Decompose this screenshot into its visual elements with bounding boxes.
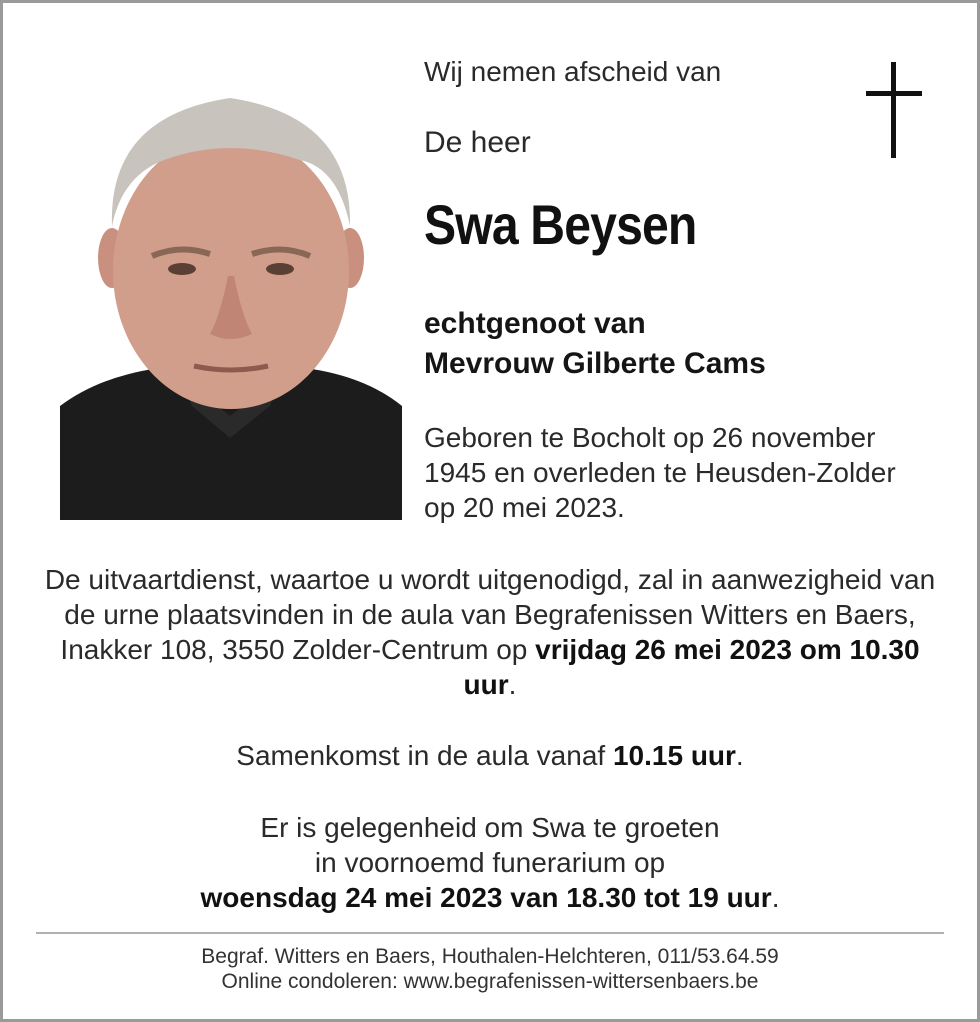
spouse-label: echtgenoot van (424, 307, 646, 340)
online-condolence-link[interactable]: Online condoleren: www.begrafenissen-wittersenbaers.be (221, 970, 759, 993)
visitation-line-1: Er is gelegenheid om Swa te groeten (260, 812, 720, 843)
funeral-service-text (40, 562, 940, 702)
funeral-home-contact: Begraf. Witters en Baers, Houthalen-Helchteren, 011/53.64.59 (201, 945, 779, 968)
gathering-text (40, 738, 940, 773)
spouse-block (424, 304, 766, 384)
footer-divider (36, 932, 944, 934)
visitation-text (40, 810, 940, 915)
birth-death-text: Geboren te Bocholt op 26 november 1945 en overleden te Heusden-Zolder op 20 mei 2023. (424, 422, 896, 523)
portrait-photo (60, 76, 402, 520)
intro-text: Wij nemen afscheid van (424, 56, 722, 87)
service-description: De uitvaartdienst, waartoe u wordt uitgenodigd, zal in aanwezigheid van de urne plaatsvinden in de aula van Begrafenissen Witters en Baers, Inakker 108, 3550 Zolder-Centrum op (44, 564, 936, 665)
gathering-time: 10.15 uur (612, 740, 736, 771)
visitation-line-2: in voornoemd funerarium op (314, 847, 666, 878)
visitation-period: . (771, 882, 780, 913)
spouse-name: Mevrouw Gilberte Cams (424, 347, 766, 380)
gathering-description: Samenkomst in de aula vanaf (236, 740, 613, 771)
cross-icon (866, 62, 922, 158)
deceased-name: Swa Beysen (424, 193, 697, 256)
service-datetime: vrijdag 26 mei 2023 om 10.30 uur (463, 634, 920, 700)
honorific-title: De heer (424, 126, 531, 159)
service-period: . (508, 669, 517, 700)
visitation-datetime: woensdag 24 mei 2023 van 18.30 tot 19 uur (200, 882, 772, 913)
gathering-period: . (735, 740, 744, 771)
